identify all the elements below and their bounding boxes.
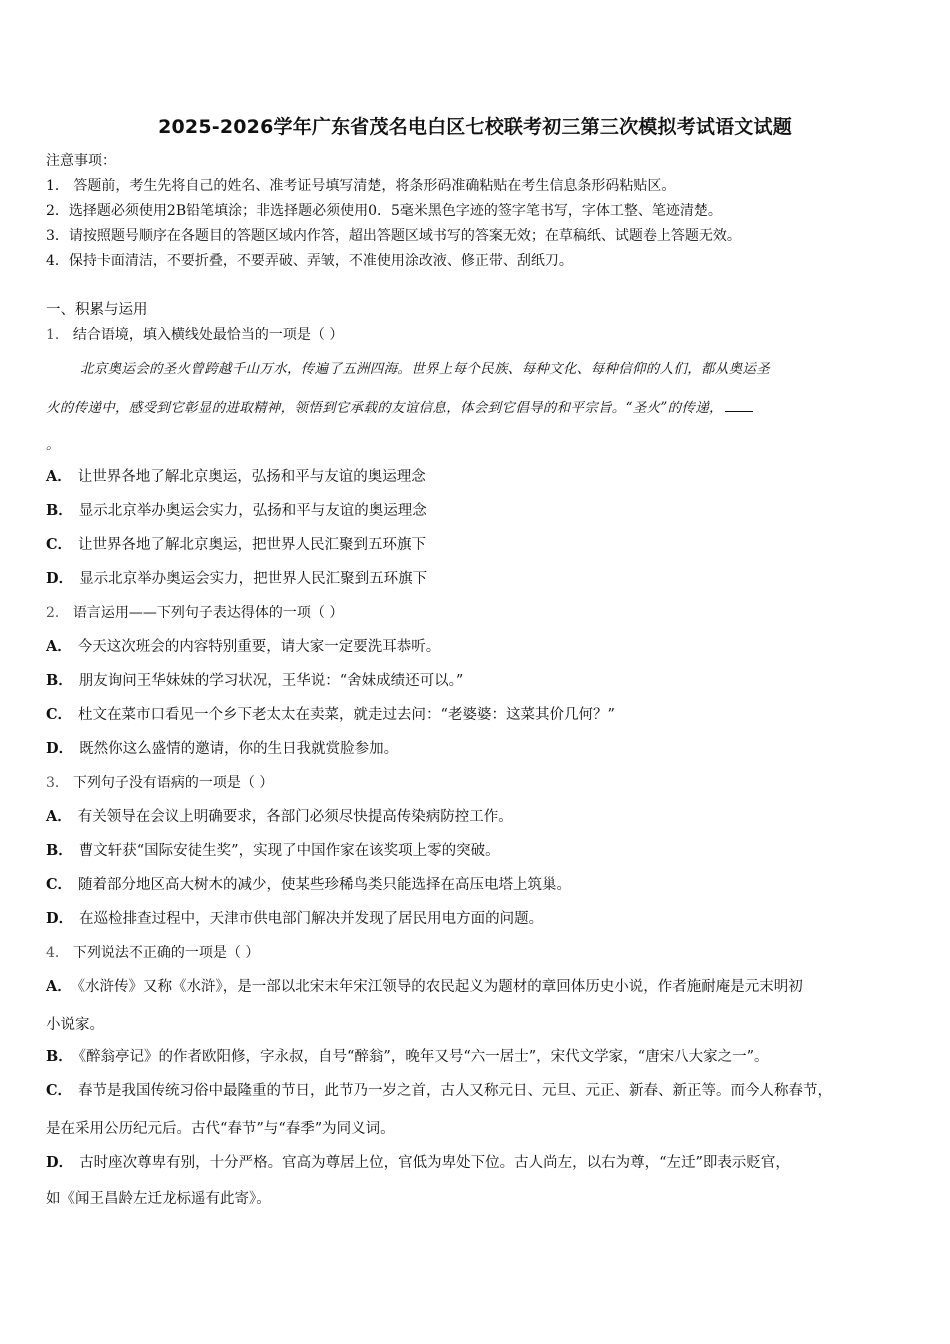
option-key: D． [46, 1154, 74, 1171]
notice-item-3: 3．请按照题号顺序在各题目的答题区域内作答，超出答题区域书写的答案无效；在草稿纸、试题卷上答题无效。 [46, 228, 741, 244]
question-1-option-d [46, 569, 427, 589]
question-4-option-a-cont: 小说家。 [46, 1017, 104, 1033]
question-2-option-c [46, 705, 615, 725]
option-text: 《水浒传》又称《水浒》，是一部以北宋末年宋江领导的农民起义为题材的章回体历史小说，作者施耐庵是元末明初 [77, 979, 803, 995]
option-text: 朋友询问王华妹妹的学习状况，王华说：“舍妹成绩还可以。” [78, 673, 464, 689]
question-1-option-a [46, 467, 426, 487]
fill-blank [725, 397, 753, 412]
question-1-option-c [46, 535, 426, 555]
question-3-option-b [46, 841, 500, 861]
option-key: A． [46, 978, 72, 995]
option-text: 《醉翁亭记》的作者欧阳修，字永叔，自号“醉翁”，晚年又号“六一居士”，宋代文学家，“唐宋八大家之一”。 [78, 1049, 769, 1065]
option-key: C． [46, 1082, 73, 1099]
notice-item-2: 2．选择题必须使用2B铅笔填涂；非选择题必须使用0．5毫米黑色字迹的签字笔书写，字体工整、笔迹清楚。 [46, 203, 722, 219]
question-text: 下列说法不正确的一项是（ ） [72, 945, 260, 961]
question-4-stem [46, 943, 259, 963]
option-text: 让世界各地了解北京奥运，把世界人民汇聚到五环旗下 [78, 537, 427, 553]
question-2-option-d [46, 739, 398, 759]
question-1-passage-line [46, 397, 753, 418]
notice-item-1: 1． 答题前，考生先将自己的姓名、准考证号填写清楚，将条形码准确粘贴在考生信息条形码粘贴区。 [46, 178, 676, 194]
question-3-option-a [46, 807, 513, 827]
question-3-option-d [46, 909, 543, 929]
option-key: B． [46, 672, 73, 689]
question-1-option-b [46, 501, 427, 521]
option-text: 显示北京举办奥运会实力，把世界人民汇聚到五环旗下 [79, 571, 428, 587]
option-key: A． [46, 468, 72, 485]
question-4-option-a [46, 977, 803, 997]
option-text: 今天这次班会的内容特别重要，请大家一定要洗耳恭听。 [77, 639, 441, 655]
option-key: D． [46, 740, 74, 757]
question-4-option-c-cont: 是在采用公历纪元后。古代“春节”与“春季”为同义词。 [46, 1121, 395, 1137]
page-title: 2025-2026学年广东省茂名电白区七校联考初三第三次模拟考试语文试题 [158, 116, 792, 138]
question-4-option-d-cont: 如《闻王昌龄左迁龙标遥有此寄》。 [46, 1191, 271, 1207]
question-2-option-a [46, 637, 440, 657]
option-text: 让世界各地了解北京奥运，弘扬和平与友谊的奥运理念 [77, 469, 426, 485]
question-1-passage-end: 。 [46, 437, 60, 453]
question-3-option-c [46, 875, 571, 895]
option-text: 既然你这么盛情的邀请，你的生日我就赏脸参加。 [79, 741, 399, 757]
question-2-option-b [46, 671, 463, 691]
question-4-option-b [46, 1047, 769, 1067]
question-2-stem [46, 603, 343, 623]
question-text: 语言运用——下列句子表达得体的一项（ ） [72, 605, 344, 621]
notice-heading: 注意事项： [46, 153, 116, 169]
option-key: C． [46, 536, 73, 553]
option-text: 显示北京举办奥运会实力，弘扬和平与友谊的奥运理念 [78, 503, 427, 519]
question-1-passage-line: 北京奥运会的圣火曾跨越千山万水，传遍了五洲四海。世界上每个民族、每种文化、每种信仰的人们，都从奥运圣 [80, 361, 770, 377]
option-text: 曹文轩获“国际安徒生奖”，实现了中国作家在该奖项上零的突破。 [78, 843, 500, 859]
question-3-stem [46, 773, 273, 793]
option-key: A． [46, 638, 72, 655]
option-key: B． [46, 842, 73, 859]
question-number: 1． [46, 327, 69, 343]
question-number: 2． [46, 605, 69, 621]
option-key: C． [46, 876, 73, 893]
option-key: D． [46, 570, 74, 587]
question-number: 3． [46, 775, 69, 791]
option-key: A． [46, 808, 72, 825]
question-text: 结合语境，填入横线处最恰当的一项是（ ） [72, 327, 344, 343]
option-key: B． [46, 1048, 73, 1065]
option-key: D． [46, 910, 74, 927]
option-text: 有关领导在会议上明确要求，各部门必须尽快提高传染病防控工作。 [77, 809, 513, 825]
option-text: 在巡检排查过程中，天津市供电部门解决并发现了居民用电方面的问题。 [79, 911, 544, 927]
question-4-option-c [46, 1081, 832, 1101]
option-text: 随着部分地区高大树木的减少，使某些珍稀鸟类只能选择在高压电塔上筑巢。 [78, 877, 572, 893]
option-text: 古时座次尊卑有别，十分严格。官高为尊居上位，官低为卑处下位。古人尚左，以右为尊，“左迁”即表示贬官， [79, 1155, 790, 1171]
option-text: 杜文在菜市口看见一个乡下老太太在卖菜，就走过去问：“老婆婆：这菜其价几何？” [78, 707, 615, 723]
question-number: 4． [46, 945, 69, 961]
passage-text: 火的传递中，感受到它彰显的进取精神，领悟到它承载的友谊信息，体会到它倡导的和平宗旨。“圣火”的传递， [46, 400, 723, 416]
notice-item-4: 4．保持卡面清洁，不要折叠，不要弄破、弄皱，不准使用涂改液、修正带、刮纸刀。 [46, 253, 573, 269]
question-4-option-d [46, 1153, 790, 1173]
section-heading: 一、积累与运用 [46, 302, 148, 318]
question-1-stem [46, 325, 343, 345]
question-text: 下列句子没有语病的一项是（ ） [72, 775, 274, 791]
option-text: 春节是我国传统习俗中最隆重的节日，此节乃一岁之首，古人又称元日、元旦、元正、新春、新正等。而今人称春节， [78, 1083, 833, 1099]
option-key: B． [46, 502, 73, 519]
option-key: C． [46, 706, 73, 723]
